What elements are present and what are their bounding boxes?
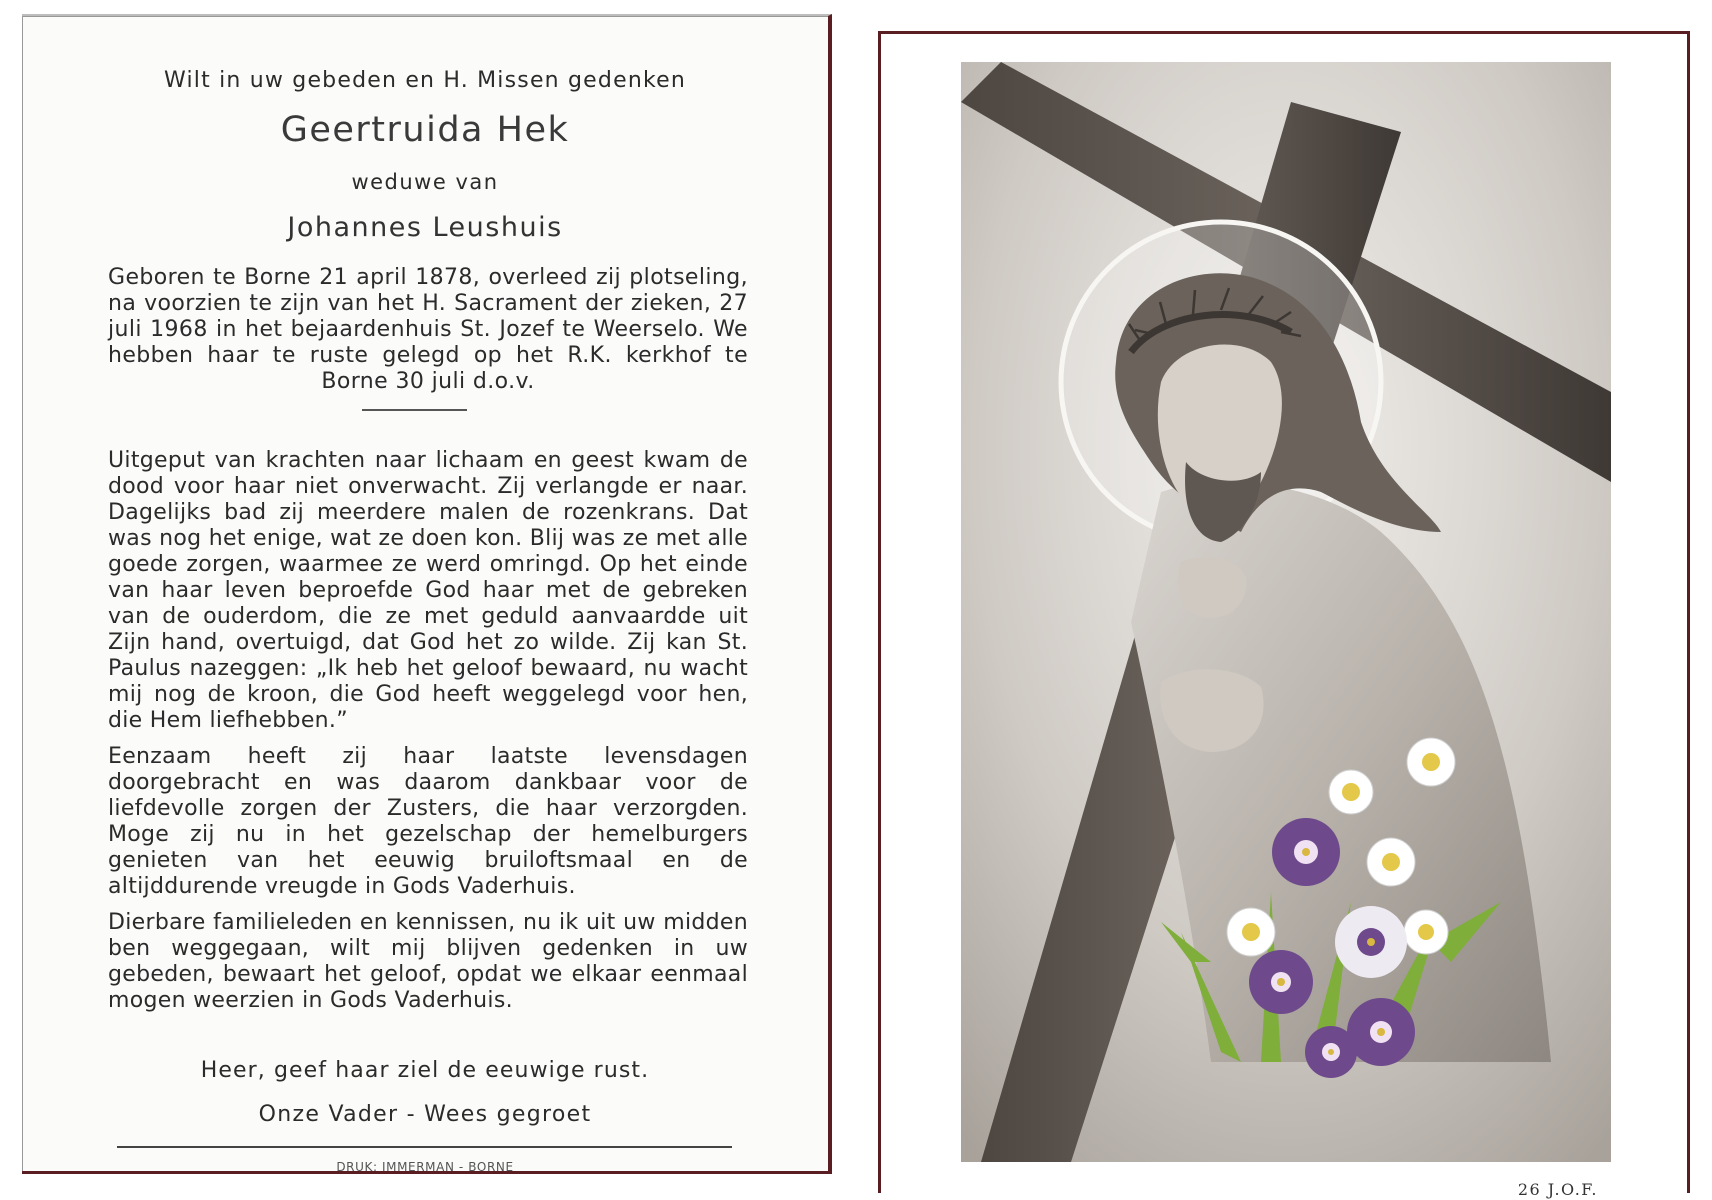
printer-credit: DRUK: IMMERMAN - BORNE	[336, 1160, 514, 1174]
prayers-line: Onze Vader - Wees gegroet	[258, 1102, 592, 1127]
memorial-text	[108, 448, 748, 1024]
christ-carrying-cross-image	[961, 62, 1611, 1162]
widow-of-label: weduwe van	[351, 170, 499, 194]
paragraph-2: Eenzaam heeft zij haar laatste levensdagen doorgebracht en was daarom dankbaar voor de liefdevolle zorgen der Zusters, die haar verzorgden. Moge zij nu in het gezelschap der hemelburgers genieten van het eeuwig bruiloftsmaal en de altijddurende vreugde in Gods Vaderhuis.	[108, 744, 748, 899]
paragraph-3: Dierbare familieleden en kennissen, nu ik uit uw midden ben weggegaan, wilt mij blijven gedenken in uw gebeden, bewaart het geloof, opdat we elkaar eenmaal mogen weerzien in Gods Vaderhuis.	[108, 910, 748, 1013]
biography: Geboren te Borne 21 april 1878, overleed zij plotseling, na voorzien te zijn van het H. Sacrament der zieken, 27 juli 1968 in het bejaardenhuis St. Jozef te Weerselo. We hebben haar te ruste gelegd op het R.K. kerkhof te Borne 30 juli d.o.v.	[108, 265, 748, 394]
plate-number: 26 J.O.F.	[1514, 1180, 1602, 1199]
intro-line: Wilt in uw gebeden en H. Missen gedenken	[163, 68, 686, 93]
long-divider	[117, 1146, 732, 1148]
deceased-name: Geertruida Hek	[280, 110, 570, 150]
short-divider	[362, 409, 467, 411]
memorial-card-text	[22, 14, 832, 1174]
devotional-illustration	[961, 62, 1611, 1162]
closing-prayer: Heer, geef haar ziel de eeuwige rust.	[200, 1058, 650, 1083]
spouse-name: Johannes Leushuis	[287, 212, 563, 243]
memorial-card-picture	[878, 31, 1690, 1199]
paragraph-1: Uitgeput van krachten naar lichaam en geest kwam de dood voor haar niet onverwacht. Zij verlangde er naar. Dagelijks bad zij meerdere malen de rozenkrans. Dat was nog het enige, wat ze doen kon. Blij was ze met alle goede zorgen, waarmee ze werd omringd. Op het einde van haar leven beproefde God haar met de gebreken van de ouderdom, die ze met geduld aanvaardde uit Zijn hand, overtuigd, dat God het zo wilde. Zij kan St. Paulus nazeggen: „Ik heb het geloof bewaard, nu wacht mij nog de kroon, die God heeft weggelegd voor hen, die Hem liefhebben.”	[108, 448, 748, 733]
